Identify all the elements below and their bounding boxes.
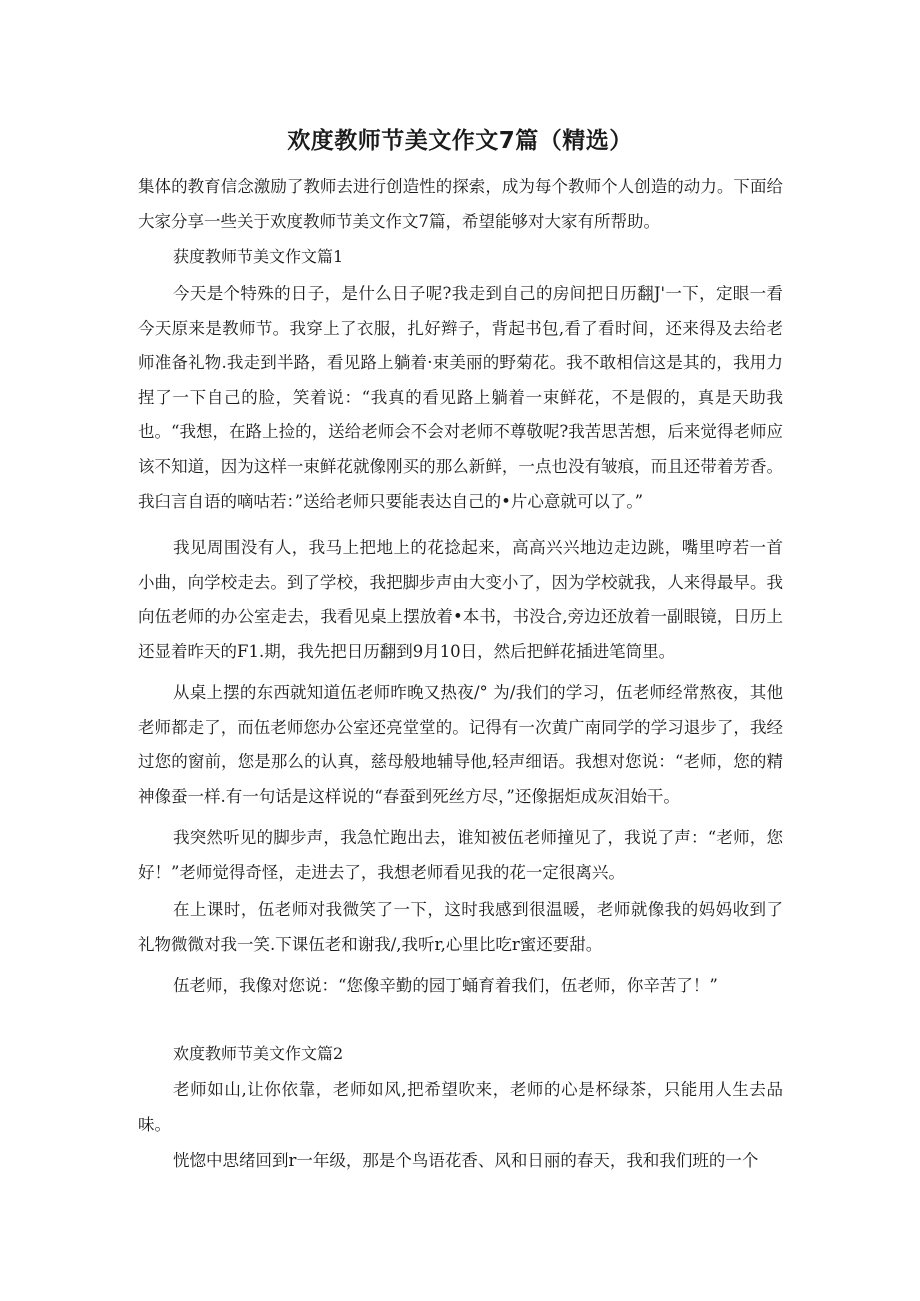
section-heading-1: 获度教师节美文作文篇1 <box>173 247 344 266</box>
section-heading-2: 欢度教师节美文作文篇2 <box>173 1044 344 1063</box>
section1-closing: 伍老师，我像对您说：“您像辛勤的园丁蛹育着我们，伍老师，你辛苦了！” <box>173 976 718 995</box>
document-title: 欢度教师节美文作文7篇（精选） <box>287 128 633 154</box>
section1-paragraph-5: 在上课时，伍老师对我微笑了一下，这时我感到很温暖，老师就像我的妈妈收到了礼物微微对我一笑.下课伍老和谢我/,我听r,心里比吃r蜜还要甜。 <box>138 900 783 954</box>
intro-paragraph: 集体的教育信念激励了教师去进行创造性的探索，成为每个教师个人创造的动力。下面给大家分享一些关于欢度教师节美文作文7篇，希望能够对大家有所帮助。 <box>138 177 783 231</box>
section1-paragraph-3: 从桌上摆的东西就知道伍老师昨晚又热夜/° 为/我们的学习，伍老师经常熬夜，其他老师都走了，而伍老师您办公室还亮堂堂的。记得有一次黄广南同学的学习退步了，我经过您的窗前，您是那么的认真，慈母般地辅导他,轻声细语。我想对您说：“老师，您的精神像蚕一样.有一句话是这样说的“春蚕到死丝方尽，”还像据炬成灰泪始干。 <box>138 683 783 806</box>
section1-paragraph-4: 我突然听见的脚步声，我急忙跑出去，谁知被伍老师撞见了，我说了声：“老师，您好！”老师觉得奇怪，走进去了，我想老师看见我的花一定很离兴。 <box>138 828 783 882</box>
section1-paragraph-2: 我见周围没有人，我马上把地上的花捻起来，高高兴兴地边走边跳，嘴里哼若一首小曲，向学校走去。到了学校，我把脚步声由大变小了，因为学校就我，人来得最早。我向伍老师的办公室走去，我看见桌上摆放着•本书，书没合,旁边还放着一副眼镜，日历上还显着昨天的F1.期，我先把日历翻到9月10日，然后把鲜花插进笔筒里。 <box>138 538 783 661</box>
section1-paragraph-1: 今天是个特殊的日子，是什么日子呢?我走到自己的房间把日历翻J'一下，定眼一看今天原来是教师节。我穿上了衣服，扎好辫子，背起书包,看了看时间，还来得及去给老师准备礼物.我走到半路，看见路上躺着·束美丽的野菊花。我不敢相信这是其的，我用力捏了一下自己的脸，笑着说：“我真的看见路上躺着一束鲜花，不是假的，真是天助我也。“我想，在路上捡的，送给老师会不会对老师不尊敬呢?我苦思苦想，后来觉得老师应该不知道，因为这样一束鲜花就像刚买的那么新鲜，一点也没有皱痕，而且还带着芳香。我臼言自语的嘀咕若：”送给老师只要能表达自己的•片心意就可以了。” <box>138 284 783 511</box>
section2-paragraph-1: 老师如山,让你依靠，老师如风,把希望吹来，老师的心是杯绿茶，只能用人生去品味。 <box>138 1080 783 1134</box>
section2-paragraph-2: 恍惚中思绪回到r一年级，那是个鸟语花香、风和日丽的春天，我和我们班的一个 <box>173 1151 759 1170</box>
